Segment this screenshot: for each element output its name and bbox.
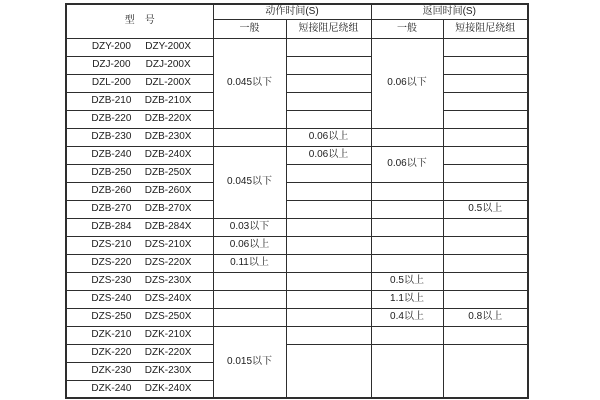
value-cell-return-general [371,128,443,146]
value-cell-action-general: 0.06以上 [213,236,286,254]
table-row [66,218,528,236]
table-row [66,146,528,164]
value-cell-return-general [371,326,443,344]
value-cell-return-general: 0.06以下 [371,38,443,128]
value-cell-return-general: 1.1以上 [371,290,443,308]
value-cell-return-damped [443,254,528,272]
table-row [66,74,528,92]
value-cell-return-general: 0.4以上 [371,308,443,326]
value-cell-action-damped [286,56,371,74]
value-cell-action-damped [286,38,371,56]
model-name: DZY-200 [91,41,131,52]
model-name: DZB-220 [91,113,132,124]
model-name: DZS-220 [91,257,132,268]
table-row [66,200,528,218]
value-cell-action-damped [286,218,371,236]
table-row [66,308,528,326]
table-row [66,92,528,110]
model-name-x: DZB-284X [144,221,192,232]
model-cell [66,146,213,164]
value-cell-action-general: 0.015以下 [213,326,286,398]
value-cell-action-damped [286,182,371,200]
model-name: DZB-210 [91,95,132,106]
model-name-x: DZB-210X [144,95,192,106]
value-cell-return-general [371,200,443,218]
model-name: DZB-250 [91,167,132,178]
model-name-x: DZS-210X [144,239,192,250]
table-row [66,56,528,74]
model-cell [66,182,213,200]
value-cell-action-damped [286,200,371,218]
table-row [66,326,528,344]
model-name: DZB-284 [91,221,132,232]
header-action-time: 动作时间(S) [213,4,371,19]
model-name: DZS-210 [91,239,132,250]
model-name-x: DZB-260X [144,185,192,196]
value-cell-action-damped [286,110,371,128]
value-cell-action-damped [286,74,371,92]
header-model: 型 号 [66,4,213,38]
table-row [66,128,528,146]
spec-table [65,3,529,399]
model-name-x: DZK-230X [144,365,192,376]
model-cell [66,236,213,254]
value-cell-action-damped [286,92,371,110]
model-cell [66,92,213,110]
model-cell [66,380,213,398]
value-cell-action-general: 0.045以下 [213,146,286,218]
header-action-damped: 短接阻尼绕组 [286,19,371,38]
model-name: DZS-250 [91,311,132,322]
value-cell-action-general: 0.045以下 [213,38,286,128]
table-row [66,344,528,362]
model-name-x: DZS-250X [144,311,192,322]
model-cell [66,128,213,146]
value-cell-return-damped: 0.5以上 [443,200,528,218]
model-name: DZJ-200 [92,59,131,70]
model-cell [66,254,213,272]
table-row [66,110,528,128]
table-row [66,254,528,272]
model-name: DZL-200 [91,77,131,88]
model-cell [66,308,213,326]
model-name: DZK-230 [91,365,132,376]
value-cell-action-damped [286,164,371,182]
header-action-general: 一般 [213,19,286,38]
model-cell [66,200,213,218]
model-name-x: DZK-220X [144,347,192,358]
value-cell-action-damped [286,344,371,398]
table-row [66,164,528,182]
value-cell-return-damped [443,272,528,290]
value-cell-return-damped [443,128,528,146]
value-cell-return-general [371,218,443,236]
model-name: DZB-240 [91,149,132,160]
model-name: DZK-220 [91,347,132,358]
model-cell [66,326,213,344]
header-return-time: 返回时间(S) [371,4,528,19]
model-cell [66,272,213,290]
model-name-x: DZY-200X [145,41,192,52]
value-cell-action-damped [286,290,371,308]
model-name: DZS-240 [91,293,132,304]
value-cell-return-damped [443,146,528,164]
model-cell [66,56,213,74]
value-cell-return-general: 0.06以下 [371,146,443,182]
header-return-general: 一般 [371,19,443,38]
value-cell-action-general [213,128,286,146]
model-name-x: DZL-200X [145,77,191,88]
model-cell [66,74,213,92]
value-cell-return-general [371,344,443,398]
value-cell-action-damped [286,308,371,326]
model-name-x: DZB-250X [144,167,192,178]
model-name-x: DZK-240X [144,382,192,394]
model-name: DZK-240 [91,382,132,394]
header-row-1 [66,4,528,19]
model-name: DZB-230 [91,131,132,142]
value-cell-action-general [213,290,286,308]
value-cell-return-damped [443,56,528,74]
value-cell-action-damped [286,254,371,272]
model-name-x: DZB-230X [144,131,192,142]
header-return-damped: 短接阻尼绕组 [443,19,528,38]
model-cell [66,38,213,56]
model-cell [66,290,213,308]
value-cell-return-damped [443,74,528,92]
model-cell [66,164,213,182]
model-name-x: DZB-220X [144,113,192,124]
model-name: DZB-270 [91,203,132,214]
value-cell-return-damped [443,236,528,254]
table-row [66,290,528,308]
value-cell-return-damped [443,344,528,398]
value-cell-action-general [213,272,286,290]
value-cell-return-damped [443,182,528,200]
model-name-x: DZB-270X [144,203,192,214]
model-name-x: DZS-240X [144,293,192,304]
value-cell-return-damped [443,38,528,56]
value-cell-action-damped [286,236,371,254]
value-cell-action-general: 0.03以下 [213,218,286,236]
table-row [66,38,528,56]
table-row [66,182,528,200]
value-cell-return-general [371,182,443,200]
model-name-x: DZS-230X [144,275,192,286]
model-cell [66,218,213,236]
value-cell-return-damped [443,218,528,236]
model-name-x: DZK-210X [144,329,192,340]
value-cell-return-general [371,236,443,254]
value-cell-action-damped [286,326,371,344]
value-cell-action-general [213,308,286,326]
model-name-x: DZJ-200X [145,59,191,70]
model-cell [66,362,213,380]
value-cell-return-damped [443,326,528,344]
model-name-x: DZS-220X [144,257,192,268]
value-cell-return-damped [443,110,528,128]
model-name: DZB-260 [91,185,132,196]
value-cell-return-damped: 0.8以上 [443,308,528,326]
model-name-x: DZB-240X [144,149,192,160]
table-row [66,272,528,290]
value-cell-action-damped: 0.06以上 [286,146,371,164]
value-cell-return-damped [443,290,528,308]
model-name: DZK-210 [91,329,132,340]
model-cell [66,344,213,362]
value-cell-return-general [371,254,443,272]
value-cell-return-damped [443,164,528,182]
value-cell-return-general: 0.5以上 [371,272,443,290]
value-cell-action-general: 0.11以上 [213,254,286,272]
value-cell-action-damped: 0.06以上 [286,128,371,146]
value-cell-return-damped [443,92,528,110]
table-row [66,236,528,254]
model-cell [66,110,213,128]
value-cell-action-damped [286,272,371,290]
model-name: DZS-230 [91,275,132,286]
